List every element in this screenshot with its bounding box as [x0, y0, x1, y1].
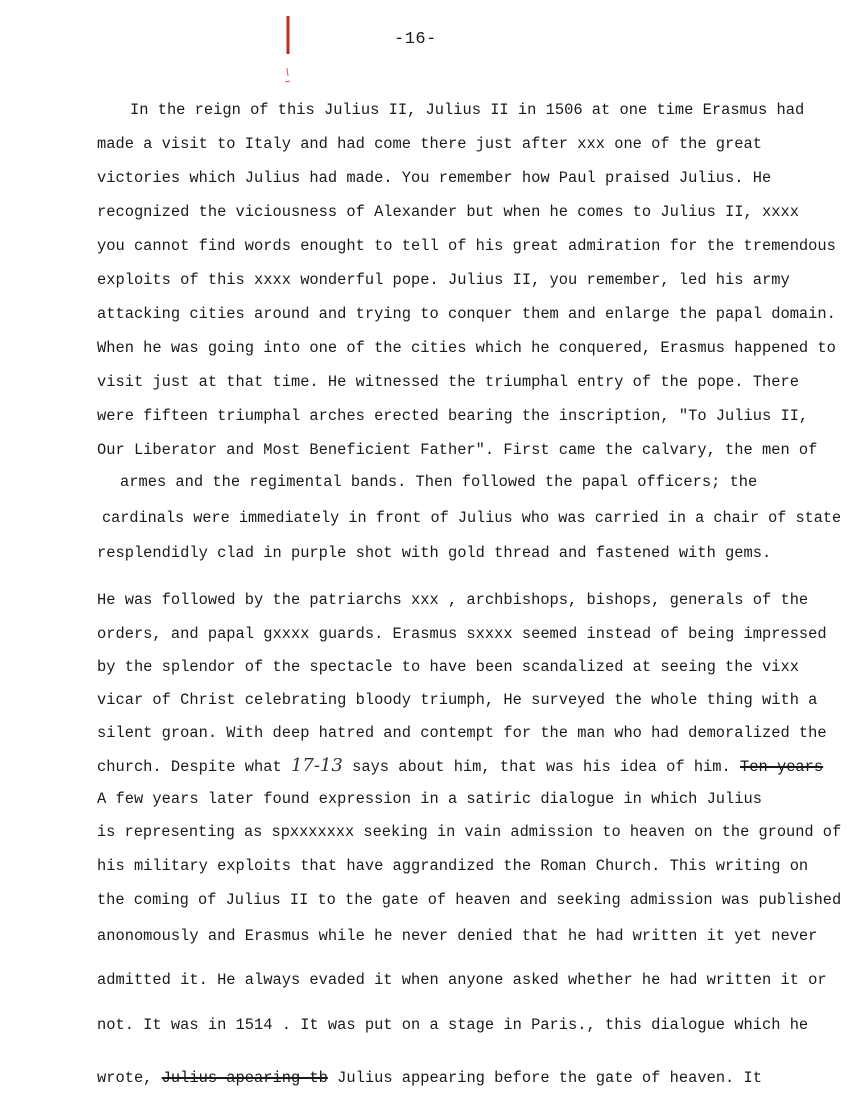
- text-line: [97, 756, 823, 777]
- text-line: admitted it. He always evaded it when anyone asked whether he had written it or: [97, 971, 827, 989]
- handwritten-annotation: 17-13: [290, 755, 343, 776]
- line-text-after: says about him, that was his idea of him.: [342, 758, 741, 776]
- text-line: cardinals were immediately in front of Julius who was carried in a chair of state: [102, 509, 842, 527]
- text-line: exploits of this xxxx wonderful pope. Julius II, you remember, led his army: [97, 271, 790, 289]
- page-number: -16-: [394, 30, 437, 49]
- text-line: his military exploits that have aggrandized the Roman Church. This writing on: [97, 857, 809, 875]
- text-line: orders, and papal gxxxx guards. Erasmus sxxxx seemed instead of being impressed: [97, 625, 827, 643]
- text-line: He was followed by the patriarchs xxx , archbishops, bishops, generals of the: [97, 591, 809, 609]
- text-line: recognized the viciousness of Alexander but when he comes to Julius II, xxxx: [97, 203, 799, 221]
- text-line: vicar of Christ celebrating bloody triumph, He surveyed the whole thing with a: [97, 691, 818, 709]
- text-line: silent groan. With deep hatred and contempt for the man who had demoralized the: [97, 724, 827, 742]
- line-text-before: church. Despite what: [97, 758, 291, 776]
- text-line: made a visit to Italy and had come there just after xxx one of the great: [97, 135, 762, 153]
- text-line: armes and the regimental bands. Then followed the papal officers; the: [120, 473, 758, 491]
- text-line: you cannot find words enought to tell of his great admiration for the tremendous: [97, 237, 836, 255]
- struck-text: Ten years: [740, 758, 824, 776]
- text-line: not. It was in 1514 . It was put on a stage in Paris., this dialogue which he: [97, 1016, 809, 1034]
- line-text-after: Julius appearing before the gate of heaven. It: [327, 1069, 762, 1087]
- text-line: anonomously and Erasmus while he never denied that he had written it yet never: [97, 927, 818, 945]
- text-line: victories which Julius had made. You remember how Paul praised Julius. He: [97, 169, 772, 187]
- text-line: by the splendor of the spectacle to have been scandalized at seeing the vixx: [97, 658, 799, 676]
- text-line: were fifteen triumphal arches erected bearing the inscription, "To Julius II,: [97, 407, 809, 425]
- line-text-before: wrote,: [97, 1069, 162, 1087]
- text-line: visit just at that time. He witnessed the triumphal entry of the pope. There: [97, 373, 799, 391]
- text-line: Our Liberator and Most Beneficient Father". First came the calvary, the men of: [97, 441, 818, 459]
- struck-text: Julius apearing tb: [161, 1069, 328, 1087]
- text-line: resplendidly clad in purple shot with gold thread and fastened with gems.: [97, 544, 772, 562]
- text-line: A few years later found expression in a satiric dialogue in which Julius: [97, 790, 762, 808]
- text-line: [97, 1068, 762, 1088]
- red-ink-mark: [285, 16, 291, 86]
- text-line: is representing as spxxxxxxx seeking in vain admission to heaven on the ground of: [97, 823, 842, 841]
- text-line: attacking cities around and trying to conquer them and enlarge the papal domain.: [97, 305, 836, 323]
- text-line: When he was going into one of the cities which he conquered, Erasmus happened to: [97, 339, 836, 357]
- text-line: the coming of Julius II to the gate of heaven and seeking admission was published: [97, 891, 842, 909]
- text-line: In the reign of this Julius II, Julius II in 1506 at one time Erasmus had: [130, 101, 805, 119]
